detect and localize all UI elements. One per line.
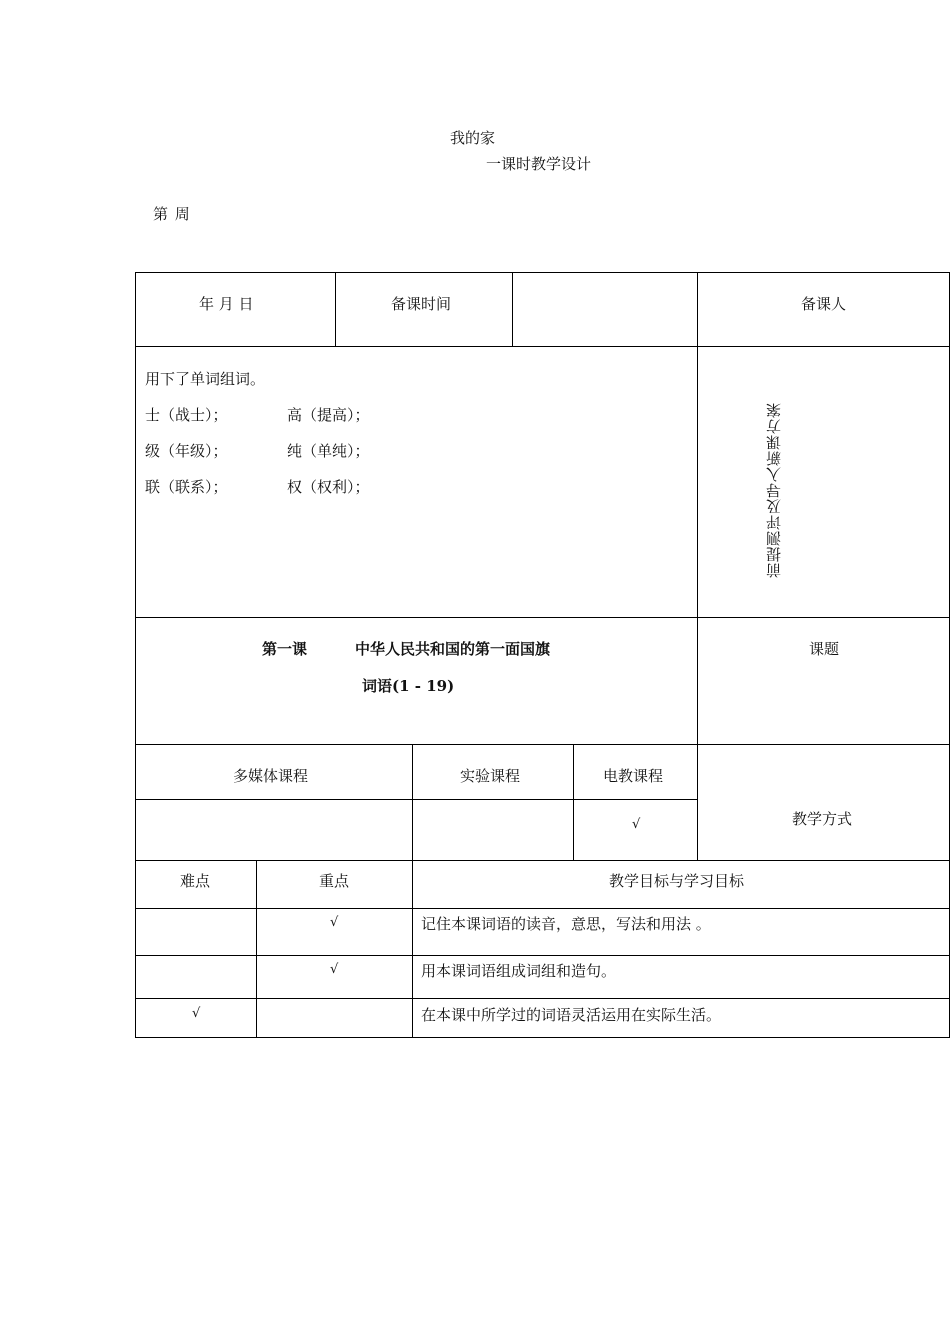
multimedia-label: 多媒体课程 <box>233 767 309 785</box>
lesson-title: 中华人民共和国的第一面国旗 <box>355 640 551 658</box>
goal-text: 用本课词语组成词组和造句。 <box>421 962 617 980</box>
difficulty-checkmark: √ <box>192 1006 201 1021</box>
goal-text: 记住本课词语的读音，意思，写法和用法 。 <box>421 915 711 933</box>
goal-text: 在本课中所学过的词语灵活运用在实际生活。 <box>421 1006 722 1024</box>
pretest-word-right: 纯（单纯）； <box>287 442 370 460</box>
goals-header: 教学目标与学习目标 <box>609 872 745 890</box>
document-subtitle: 一课时教学设计 <box>486 155 592 173</box>
experiment-label: 实验课程 <box>460 767 521 785</box>
difficulty-header: 难点 <box>180 872 211 890</box>
lesson-number: 第一课 <box>262 640 308 658</box>
key-header: 重点 <box>319 872 350 890</box>
pretest-side-label: 前提测评及导入新课方案 <box>765 402 783 578</box>
pretest-word-left: 联（联系）； <box>145 478 228 496</box>
av-checkmark: √ <box>632 817 641 832</box>
pretest-word-left: 士（战士）； <box>145 406 228 424</box>
preparer-label: 备课人 <box>801 295 847 313</box>
key-checkmark: √ <box>330 915 339 930</box>
av-label: 电教课程 <box>603 767 664 785</box>
pretest-word-right: 权（权利）； <box>287 478 370 496</box>
date-label: 年 月 日 <box>199 295 254 313</box>
pretest-word-left: 级（年级）； <box>145 442 228 460</box>
prep-time-label: 备课时间 <box>391 295 452 313</box>
document-title: 我的家 <box>450 129 496 147</box>
week-label: 第 周 <box>153 205 191 223</box>
pretest-word-right: 高（提高）； <box>287 406 370 424</box>
method-side-label: 教学方式 <box>792 810 853 828</box>
pretest-intro: 用下了单词组词。 <box>145 370 266 388</box>
lesson-vocab-range: 词语(1 - 19) <box>362 677 455 695</box>
key-checkmark: √ <box>330 962 339 977</box>
topic-side-label: 课题 <box>809 640 840 658</box>
